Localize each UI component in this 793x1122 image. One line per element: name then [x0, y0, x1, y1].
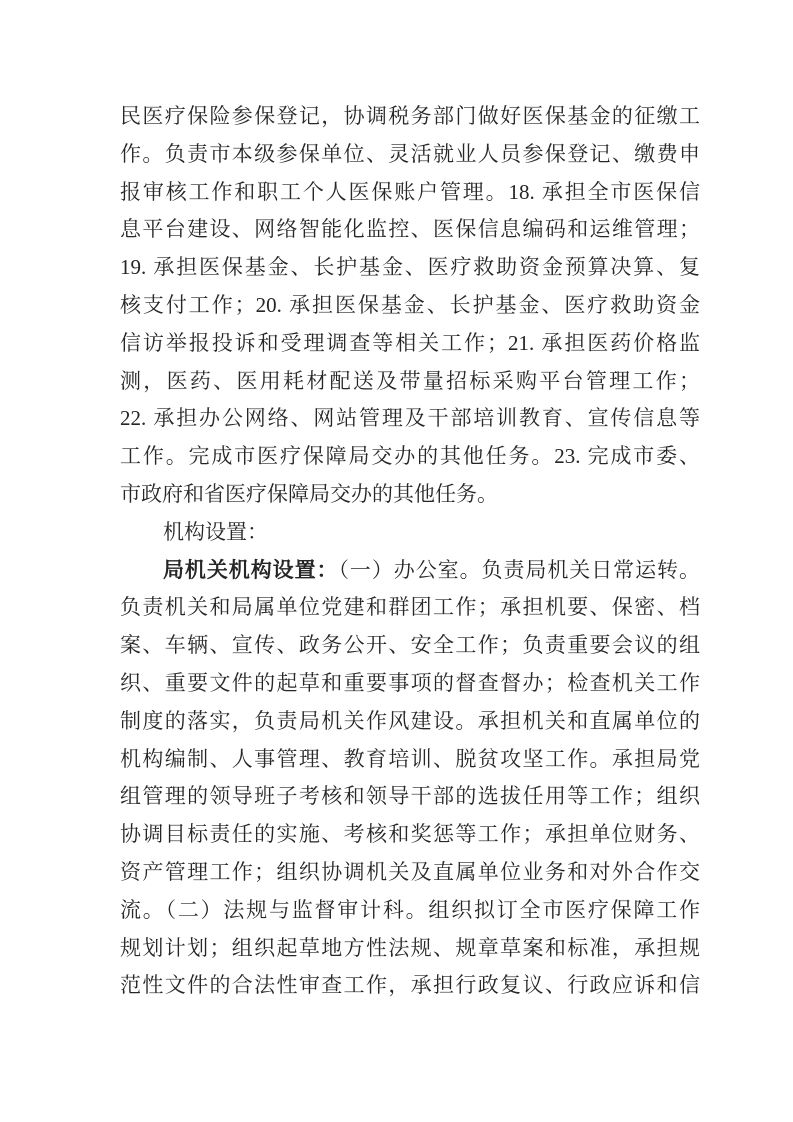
text-line-content: 市政府和省医疗保障局交办的其他任务。 [120, 481, 498, 506]
text-line [120, 514, 700, 552]
text-line [120, 703, 700, 741]
text-line [120, 249, 700, 287]
text-line [120, 136, 700, 174]
text-line-content: 22. 承担办公网络、网站管理及干部培训教育、宣传信息等 [120, 406, 700, 431]
text-line-content: 负责机关和局属单位党建和群团工作；承担机要、保密、档 [120, 595, 700, 620]
text-line [120, 476, 700, 514]
text-line [120, 363, 700, 401]
text-line [120, 400, 700, 438]
text-line-content: 协调目标责任的实施、考核和奖惩等工作；承担单位财务、 [120, 822, 700, 847]
text-line-content: 信访举报投诉和受理调查等相关工作；21. 承担医药价格监 [120, 330, 700, 355]
text-line-content: 制度的落实，负责局机关作风建设。承担机关和直属单位的 [120, 708, 700, 733]
text-line [120, 211, 700, 249]
text-line [120, 930, 700, 968]
text-line-content: 组管理的领导班子考核和领导干部的选拔任用等工作；组织 [120, 784, 700, 809]
text-line [120, 174, 700, 212]
text-line-content: 资产管理工作；组织协调机关及直属单位业务和对外合作交 [120, 859, 700, 884]
text-line [120, 741, 700, 779]
text-line [120, 816, 700, 854]
text-line-content: 范性文件的合法性审查工作，承担行政复议、行政应诉和信 [120, 973, 700, 998]
text-line-content: 民医疗保险参保登记，协调税务部门做好医保基金的征缴工 [120, 104, 700, 128]
text-line-content: 工作。完成市医疗保障局交办的其他任务。23. 完成市委、 [120, 444, 700, 469]
text-line [120, 552, 700, 590]
text-line [120, 967, 700, 1005]
text-line [120, 627, 700, 665]
text-line-content: 测，医药、医用耗材配送及带量招标采购平台管理工作； [120, 368, 700, 393]
text-line-content: 核支付工作；20. 承担医保基金、长护基金、医疗救助资金 [120, 292, 700, 317]
text-line [120, 325, 700, 363]
text-line-content: 织、重要文件的起草和重要事项的督查督办；检查机关工作 [120, 670, 700, 695]
text-line [120, 98, 700, 136]
text-line [120, 778, 700, 816]
text-line-content: 19. 承担医保基金、长护基金、医疗救助资金预算决算、复 [120, 255, 700, 280]
text-line-content: 报审核工作和职工个人医保账户管理。18. 承担全市医保信 [120, 179, 700, 204]
text-line-content: 机构设置： [163, 519, 268, 544]
text-line-content: （一）办公室。负责局机关日常运转。 [338, 557, 700, 582]
text-line-content: 息平台建设、网络智能化监控、医保信息编码和运维管理； [120, 217, 700, 242]
text-line-content: 规划计划；组织起草地方性法规、规章草案和标准，承担规 [120, 935, 700, 960]
text-line-content: 流。（二）法规与监督审计科。组织拟订全市医疗保障工作 [120, 897, 700, 922]
text-line [120, 665, 700, 703]
text-line [120, 287, 700, 325]
text-line [120, 854, 700, 892]
text-line-content: 机构编制、人事管理、教育培训、脱贫攻坚工作。承担局党 [120, 746, 700, 771]
text-line-content: 作。负责市本级参保单位、灵活就业人员参保登记、缴费申 [120, 141, 700, 166]
text-line [120, 589, 700, 627]
text-line-content: 案、车辆、宣传、政务公开、安全工作；负责重要会议的组 [120, 633, 700, 658]
document-body [120, 98, 700, 1005]
section-heading-bold: 局机关机构设置： [163, 557, 339, 582]
text-line [120, 438, 700, 476]
text-line [120, 892, 700, 930]
